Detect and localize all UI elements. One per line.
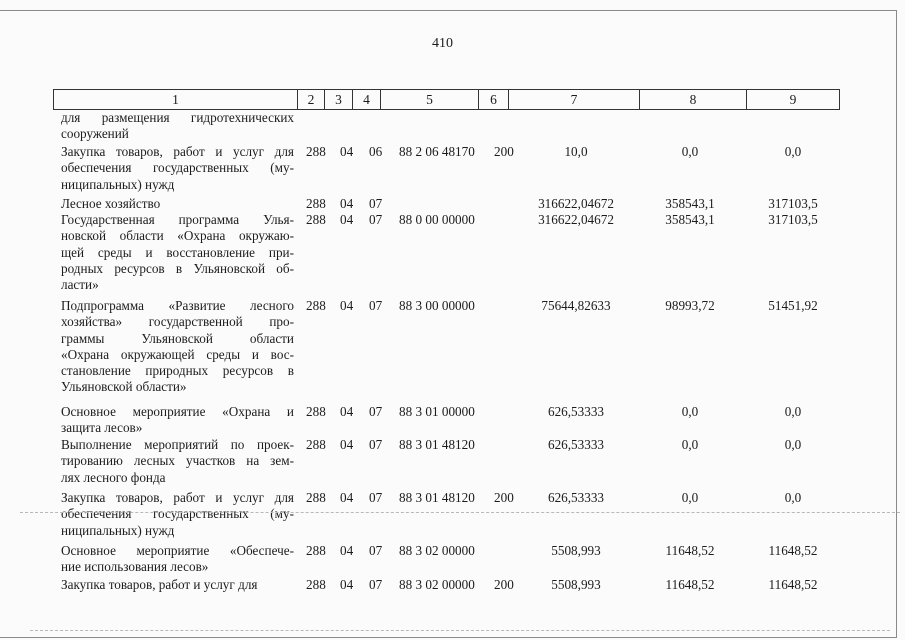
cell-c2: 288 — [306, 144, 326, 159]
cell-c2: 288 — [306, 437, 326, 452]
description-line: Закупка товаров, работ и услуг для — [61, 144, 294, 159]
cell-c7: 5508,993 — [551, 543, 601, 558]
row-description — [61, 110, 294, 143]
header-col-7: 7 — [509, 90, 640, 109]
row-description — [61, 437, 294, 486]
cell-c4: 07 — [369, 577, 383, 592]
cell-c2: 288 — [306, 298, 326, 313]
description-line: Государственная программа Улья- — [61, 212, 294, 227]
cell-c9: 0,0 — [784, 404, 802, 419]
cell-c6: 200 — [494, 490, 514, 505]
description-line: ниципальных) нужд — [61, 176, 175, 192]
cell-c5: 88 3 01 48120 — [399, 437, 475, 452]
header-col-9: 9 — [789, 92, 797, 107]
cell-c8: 0,0 — [681, 144, 699, 159]
header-col-2: 2 — [298, 90, 325, 109]
cell-c5: 88 2 06 48170 — [399, 144, 475, 159]
cell-c3: 04 — [340, 577, 354, 592]
header-col-6: 6 — [479, 90, 509, 109]
cell-c9: 0,0 — [784, 437, 802, 452]
description-line: сооружений — [61, 126, 129, 142]
cell-c7: 10,0 — [564, 144, 588, 159]
description-line: для размещения гидротехнических — [61, 110, 294, 125]
row-description — [61, 144, 294, 193]
cell-c2: 288 — [306, 212, 326, 227]
cell-c9: 0,0 — [784, 490, 802, 505]
cell-c9: 0,0 — [784, 144, 802, 159]
cell-c7: 626,53333 — [547, 437, 605, 452]
cell-c5: 88 3 00 00000 — [399, 298, 475, 313]
cell-c7: 316622,04672 — [538, 212, 614, 227]
cell-c7: 626,53333 — [547, 404, 605, 419]
description-line: хозяйства» государственной про- — [61, 314, 294, 330]
description-line: ние использования лесов» — [61, 559, 209, 575]
description-line: лях лесного фонда — [61, 469, 166, 485]
description-line: родных ресурсов в Ульяновской об- — [61, 260, 294, 276]
header-col-3: 3 — [325, 90, 353, 109]
cell-c9: 51451,92 — [768, 298, 818, 313]
description-line: становление природных ресурсов в — [61, 363, 294, 379]
cell-c3: 04 — [340, 144, 354, 159]
cell-c3: 04 — [340, 298, 354, 313]
cell-c8: 11648,52 — [665, 543, 715, 558]
cell-c4: 07 — [369, 490, 383, 505]
description-line: Основное мероприятие «Охрана и — [61, 404, 294, 419]
cell-c3: 04 — [340, 212, 354, 227]
cell-c6: 200 — [494, 577, 514, 592]
row-description — [61, 543, 294, 576]
cell-c3: 04 — [340, 543, 354, 558]
cell-c4: 06 — [369, 144, 383, 159]
scan-artifact-line — [20, 512, 900, 513]
description-line: Закупка товаров, работ и услуг для — [61, 490, 294, 505]
cell-c9: 317103,5 — [768, 196, 818, 211]
header-col-5: 5 — [381, 90, 479, 109]
description-line: ниципальных) нужд — [61, 522, 175, 538]
cell-c7: 626,53333 — [547, 490, 605, 505]
description-line: Выполнение мероприятий по проек- — [61, 437, 294, 452]
row-description — [61, 298, 294, 396]
cell-c5: 88 3 01 00000 — [399, 404, 475, 419]
cell-c8: 0,0 — [681, 404, 699, 419]
row-description — [61, 490, 294, 539]
cell-c3: 04 — [340, 196, 354, 211]
cell-c2: 288 — [306, 577, 326, 592]
table-header — [53, 89, 840, 110]
page-number: 410 — [432, 36, 453, 51]
description-line: граммы Ульяновской области — [61, 330, 294, 346]
row-description — [61, 196, 294, 212]
row-description — [61, 577, 294, 593]
cell-c6: 200 — [494, 144, 514, 159]
cell-c8: 11648,52 — [665, 577, 715, 592]
description-line: Лесное хозяйство — [61, 196, 161, 211]
cell-c9: 11648,52 — [768, 577, 818, 592]
header-col-1: 1 — [54, 90, 298, 109]
description-line: Ульяновской области» — [61, 379, 187, 395]
cell-c7: 5508,993 — [551, 577, 601, 592]
description-line: новской области «Охрана окружаю- — [61, 228, 294, 244]
cell-c8: 0,0 — [681, 490, 699, 505]
description-line: обеспечения государственных (му- — [61, 160, 294, 176]
cell-c8: 0,0 — [681, 437, 699, 452]
cell-c4: 07 — [369, 196, 383, 211]
cell-c3: 04 — [340, 437, 354, 452]
cell-c5: 88 3 01 48120 — [399, 490, 475, 505]
header-col-4: 4 — [353, 90, 381, 109]
cell-c2: 288 — [306, 404, 326, 419]
cell-c2: 288 — [306, 543, 326, 558]
cell-c2: 288 — [306, 196, 326, 211]
cell-c5: 88 3 02 00000 — [399, 543, 475, 558]
description-line: защита лесов» — [61, 420, 143, 436]
header-col-8: 8 — [640, 90, 747, 109]
cell-c4: 07 — [369, 437, 383, 452]
row-description — [61, 404, 294, 437]
cell-c4: 07 — [369, 543, 383, 558]
description-line: обеспечения государственных (му- — [61, 506, 294, 522]
cell-c8: 98993,72 — [665, 298, 715, 313]
cell-c8: 358543,1 — [665, 196, 715, 211]
description-line: Основное мероприятие «Обеспече- — [61, 543, 294, 558]
scan-artifact-line-bottom — [30, 630, 890, 631]
cell-c4: 07 — [369, 212, 383, 227]
cell-c2: 288 — [306, 490, 326, 505]
cell-c3: 04 — [340, 404, 354, 419]
cell-c4: 07 — [369, 298, 383, 313]
description-line: Закупка товаров, работ и услуг для — [61, 577, 258, 592]
description-line: щей среды и восстановление при- — [61, 244, 294, 260]
cell-c8: 358543,1 — [665, 212, 715, 227]
cell-c4: 07 — [369, 404, 383, 419]
cell-c5: 88 0 00 00000 — [399, 212, 475, 227]
cell-c3: 04 — [340, 490, 354, 505]
cell-c5: 88 3 02 00000 — [399, 577, 475, 592]
description-line: Подпрограмма «Развитие лесного — [61, 298, 294, 313]
cell-c7: 75644,82633 — [541, 298, 611, 313]
description-line: «Охрана окружающей среды и вос- — [61, 346, 294, 362]
description-line: ласти» — [61, 277, 99, 293]
cell-c7: 316622,04672 — [538, 196, 614, 211]
row-description — [61, 212, 294, 293]
cell-c9: 317103,5 — [768, 212, 818, 227]
cell-c9: 11648,52 — [768, 543, 818, 558]
description-line: тированию лесных участков на зем- — [61, 453, 294, 469]
